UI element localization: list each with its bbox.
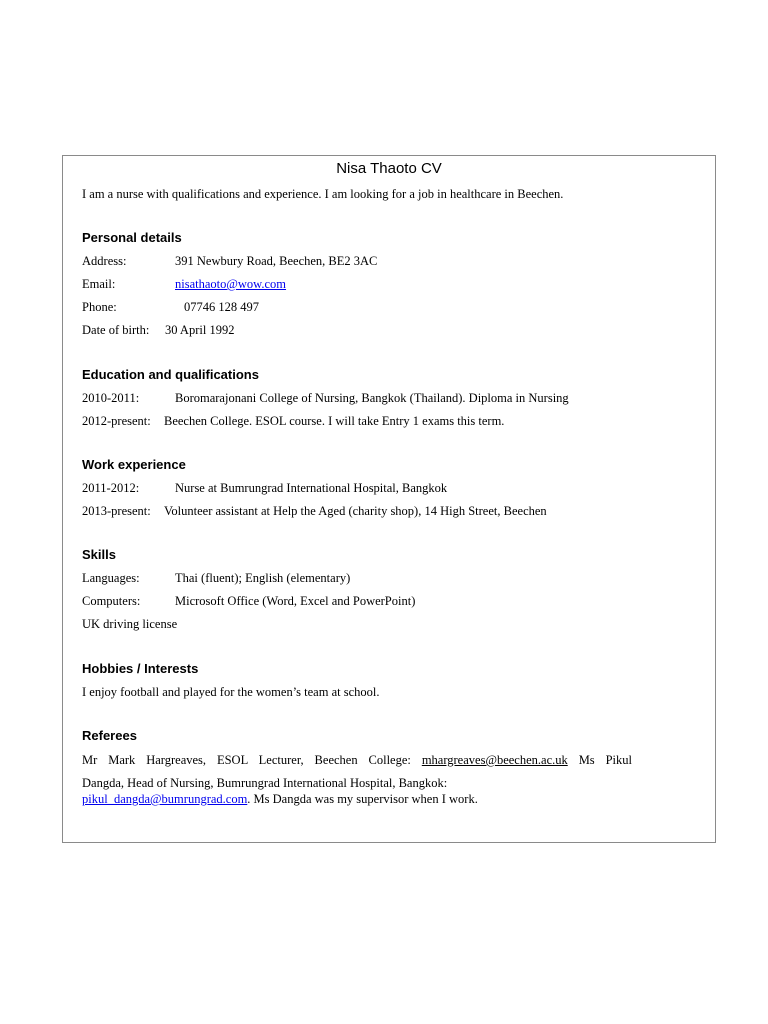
address-value: 391 Newbury Road, Beechen, BE2 3AC: [175, 254, 378, 268]
referee-1-email-link[interactable]: mhargreaves@beechen.ac.uk: [421, 753, 568, 767]
skills-heading: Skills: [82, 547, 116, 562]
personal-details-heading: Personal details: [82, 230, 182, 245]
education-text: Boromarajonani College of Nursing, Bangkok (Thailand). Diploma in Nursing: [175, 391, 569, 405]
education-period: 2010-2011:: [82, 391, 140, 405]
cv-title: Nisa Thaoto CV: [336, 160, 442, 177]
education-item: [82, 413, 504, 429]
work-text: Volunteer assistant at Help the Aged (charity shop), 14 High Street, Beechen: [164, 504, 547, 518]
email-row: [82, 276, 286, 292]
address-row: [82, 253, 377, 269]
referee-line-2: Dangda, Head of Nursing, Bumrungrad International Hospital, Bangkok:: [82, 776, 448, 790]
education-text: Beechen College. ESOL course. I will take Entry 1 exams this term.: [164, 414, 505, 428]
hobbies-text: I enjoy football and played for the women’s team at school.: [82, 685, 380, 699]
intro-text: I am a nurse with qualifications and experience. I am looking for a job in healthcare in Beechen.: [82, 187, 564, 201]
computers-row: [82, 593, 415, 609]
computers-label: Computers:: [82, 594, 141, 608]
phone-label: Phone:: [82, 300, 117, 314]
referee-line-1: [82, 752, 632, 768]
referee-2-name: Ms Pikul: [578, 753, 632, 767]
languages-row: [82, 570, 350, 586]
dob-row: [82, 322, 234, 338]
driving-license-text: UK driving license: [82, 617, 178, 631]
work-text: Nurse at Bumrungrad International Hospital, Bangkok: [175, 481, 448, 495]
dob-label: Date of birth:: [82, 323, 150, 337]
referee-1-text: Mr Mark Hargreaves, ESOL Lecturer, Beechen College:: [82, 753, 411, 767]
referee-line-3: [82, 791, 478, 807]
work-period: 2013-present:: [82, 504, 151, 518]
referee-2-note: . Ms Dangda was my supervisor when I work.: [247, 792, 478, 806]
hobbies-heading: Hobbies / Interests: [82, 661, 199, 676]
work-experience-heading: Work experience: [82, 457, 186, 472]
computers-value: Microsoft Office (Word, Excel and PowerPoint): [175, 594, 416, 608]
referee-2-email-link[interactable]: pikul_dangda@bumrungrad.com: [82, 792, 248, 806]
education-period: 2012-present:: [82, 414, 151, 428]
languages-label: Languages:: [82, 571, 140, 585]
work-item: [82, 503, 547, 519]
phone-row: [82, 299, 259, 315]
work-item: [82, 480, 447, 496]
address-label: Address:: [82, 254, 127, 268]
languages-value: Thai (fluent); English (elementary): [175, 571, 351, 585]
education-item: [82, 390, 569, 406]
cv-document: [62, 155, 716, 843]
referees-heading: Referees: [82, 728, 137, 743]
email-label: Email:: [82, 277, 116, 291]
work-period: 2011-2012:: [82, 481, 140, 495]
phone-value: 07746 128 497: [184, 300, 259, 314]
dob-value: 30 April 1992: [165, 323, 235, 337]
education-heading: Education and qualifications: [82, 367, 259, 382]
email-link[interactable]: nisathaoto@wow.com: [175, 277, 287, 291]
